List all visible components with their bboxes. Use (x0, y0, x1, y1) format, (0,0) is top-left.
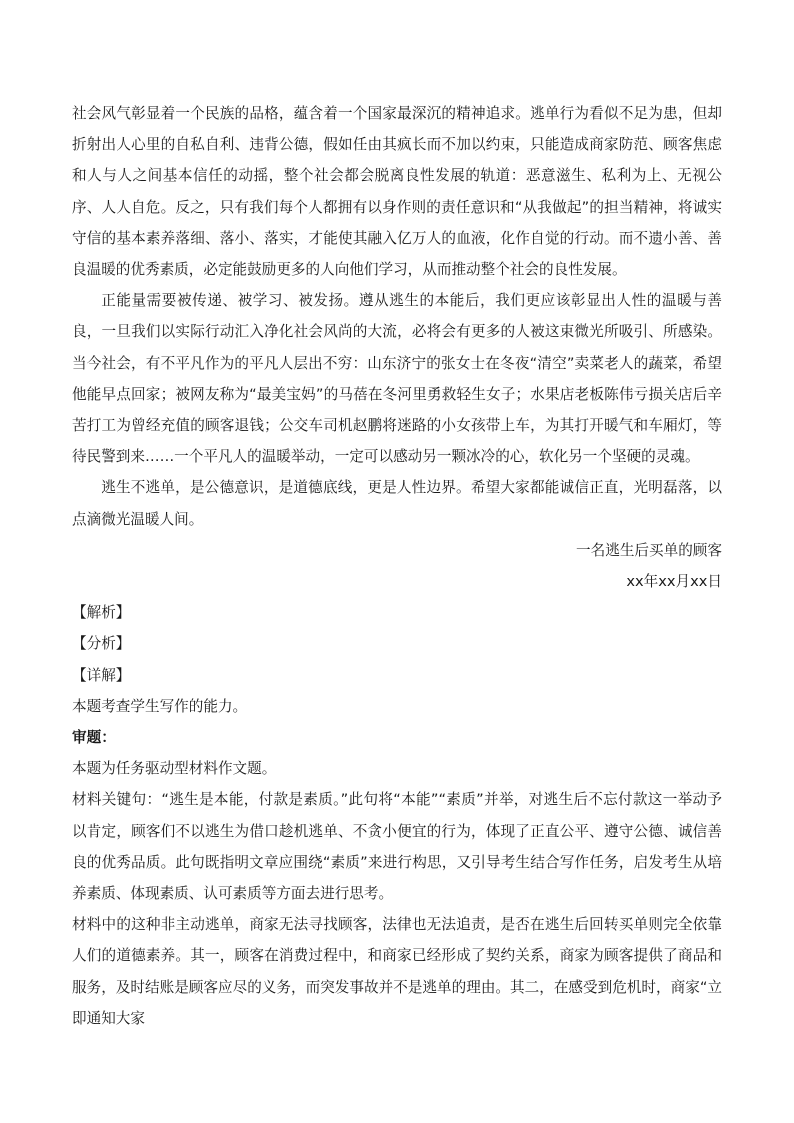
date: xx年xx月xx日 (626, 573, 722, 591)
analysis-paragraph-2: 材料关键句：“逃生是本能，付款是素质。”此句将“本能”“素质”并举，对逃生后不忘付款这一举动予以肯定，顾客们不以逃生为借口趁机逃单、不贪小便宜的行为，体现了正直公平、遵守公德、诚信善良的优秀品质。此句既指明文章应围绕“素质”来进行构思，又引导考生结合写作任务，启发考生从培养素质、体现素质、认可素质等方面去进行思考。 (72, 791, 722, 903)
signature: 一名逃生后买单的顾客 (576, 541, 722, 559)
body-paragraph-2: 正能量需要被传递、被学习、被发扬。遵从逃生的本能后，我们更应该彰显出人性的温暖与善良，一旦我们以实际行动汇入净化社会风尚的大流，必将会有更多的人被这束微光所吸引、所感染。当今社会，有不平凡作为的平凡人层出不穷：山东济宁的张女士在冬夜“清空”卖菜老人的蔬菜，希望他能早点回家；被网友称为“最美宝妈”的马蓓在冬河里勇救轻生女子；水果店老板陈伟亏损关店后辛苦打工为曾经充值的顾客退钱；公交车司机赵鹏将迷路的小女孩带上车，为其打开暖气和车厢灯，等待民警到来……一个平凡人的温暖举动，一定可以感动另一颗冰冷的心，软化另一个坚硬的灵魂。 (72, 292, 722, 466)
body-paragraph-1: 社会风气彰显着一个民族的品格，蕴含着一个国家最深沉的精神追求。逃单行为看似不足为患，但却折射出人心里的自私自利、违背公德，假如任由其疯长而不加以约束，只能造成商家防范、顾客焦虑和人与人之间基本信任的动摇，整个社会都会脱离良性发展的轨道：恶意滋生、私利为上、无视公序、人人自危。反之，只有我们每个人都拥有以身作则的责任意识和“从我做起”的担当精神，将诚实守信的基本素养落细、落小、落实，才能使其融入亿万人的血液，化作自觉的行动。而不遗小善、善良温暖的优秀素质，必定能鼓励更多的人向他们学习，从而推动整个社会的良性发展。 (72, 105, 722, 279)
analysis-paragraph-3: 材料中的这种非主动逃单，商家无法寻找顾客，法律也无法追责，是否在逃生后回转买单则完全依靠人们的道德素养。其一，顾客在消费过程中，和商家已经形成了契约关系，商家为顾客提供了商品和服务，及时结账是顾客应尽的义务，而突发事故并不是逃单的理由。其二，在感受到危机时，商家“立即通知大家 (72, 916, 722, 1027)
label-jiexi: 【解析】 (72, 604, 131, 622)
shenti-heading: 审题： (72, 729, 116, 747)
document-content (72, 98, 722, 1034)
xiangjie-intro: 本题考查学生写作的能力。 (72, 697, 248, 715)
label-xiangjie: 【详解】 (72, 666, 131, 684)
body-paragraph-3: 逃生不逃单，是公德意识，是道德底线，更是人性边界。希望大家都能诚信正直，光明磊落，以点滴微光温暖人间。 (72, 479, 722, 528)
label-fenxi: 【分析】 (72, 635, 131, 653)
analysis-paragraph-1: 本题为任务驱动型材料作文题。 (72, 760, 277, 778)
